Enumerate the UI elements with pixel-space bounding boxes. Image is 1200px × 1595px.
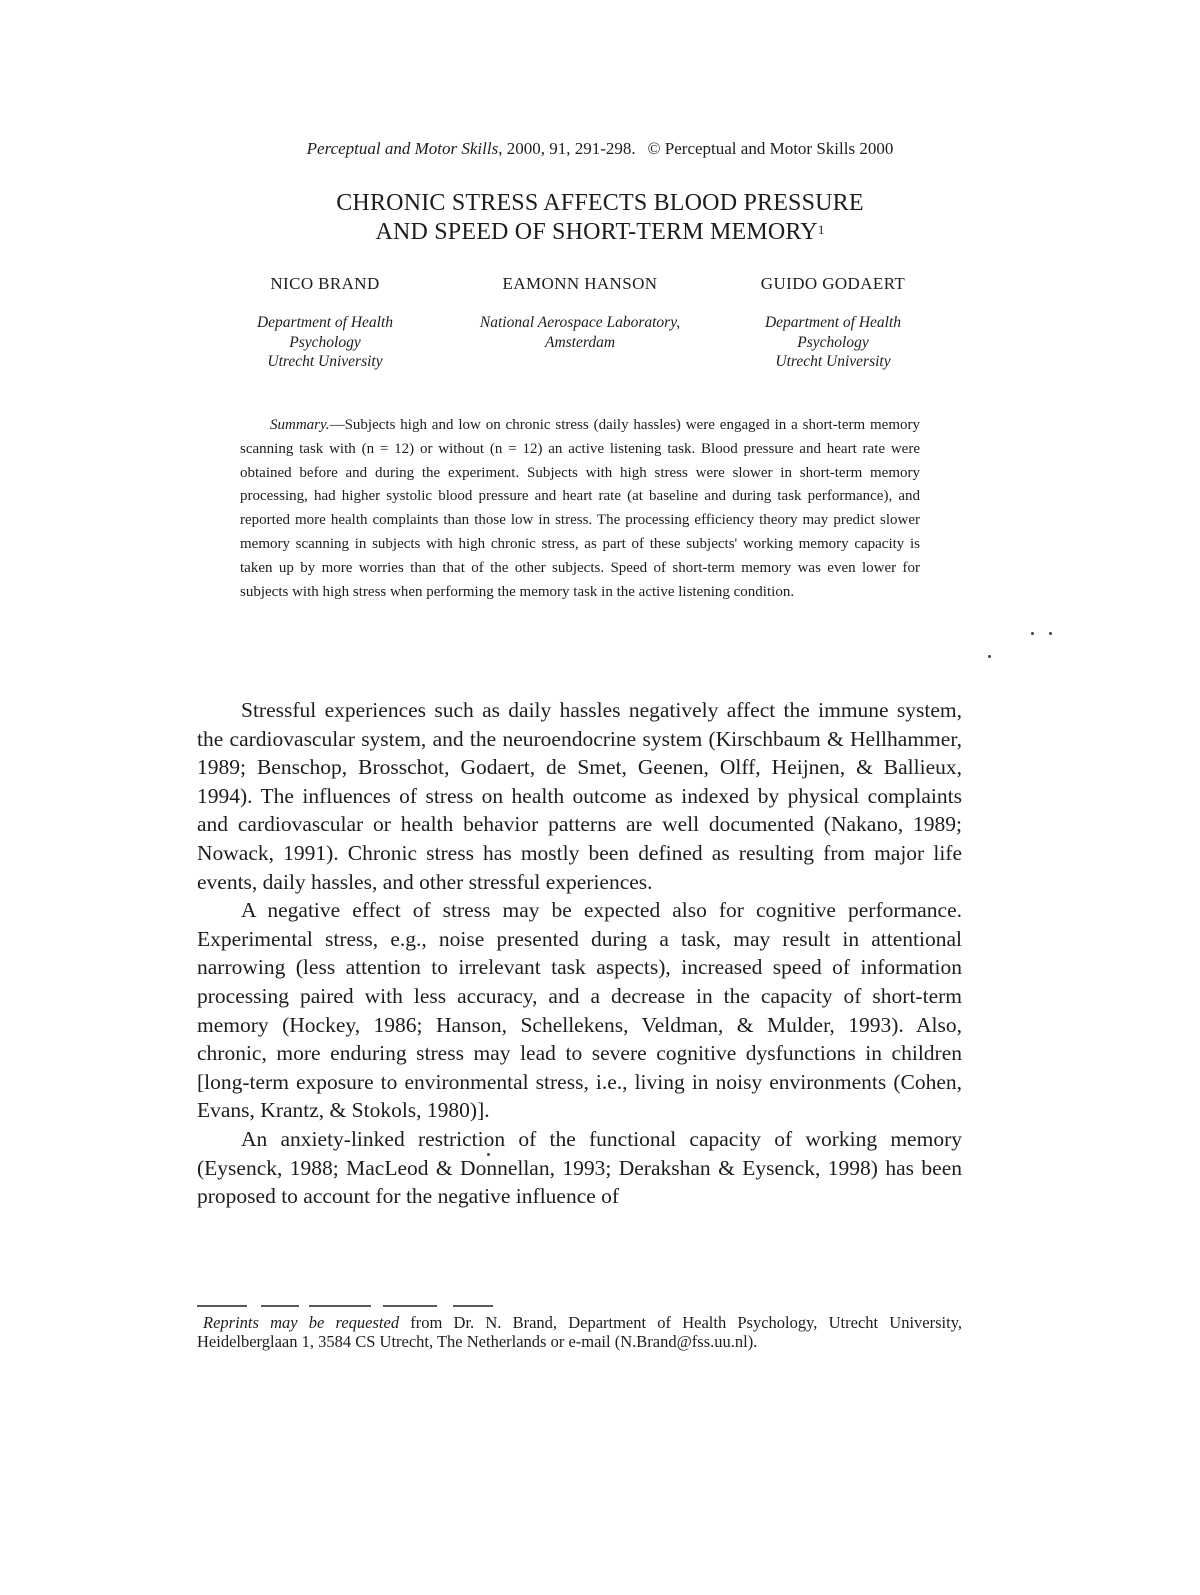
footnote-label: Reprints may be requested (203, 1313, 400, 1332)
scan-speck (1031, 632, 1034, 635)
author-block (0, 273, 1200, 373)
author-affiliation (210, 313, 440, 372)
author-2 (455, 273, 705, 352)
scan-speck (1049, 632, 1052, 635)
affiliation-line: Department of Health (256, 314, 394, 331)
author-name: EAMONN HANSON (502, 274, 658, 293)
footnote-divider (197, 1303, 517, 1309)
author-name: NICO BRAND (270, 274, 380, 293)
article-title-line-2 (0, 218, 1200, 247)
title-footnote-marker: 1 (817, 222, 825, 237)
summary-label: Summary. (270, 417, 330, 433)
affiliation-line: Utrecht University (775, 353, 891, 370)
author-3 (718, 273, 948, 372)
affiliation-line: Utrecht University (267, 353, 383, 370)
affiliation-line: Department of Health (764, 314, 902, 331)
journal-copyright: © Perceptual and Motor Skills 2000 (647, 139, 894, 158)
affiliation-line: Amsterdam (544, 333, 616, 351)
affiliation-line: National Aerospace Laboratory, (479, 314, 681, 331)
author-1 (210, 273, 440, 372)
journal-name: Perceptual and Motor Skills (306, 139, 499, 158)
author-affiliation (718, 313, 948, 372)
body-paragraph-2: A negative effect of stress may be expected also for cognitive performance. Experimental stress, e.g., noise presented during a task, may result in attentional narrowing (less attention to irrelevant task aspects), increased speed of information processing paired with less accuracy, and a decrease in the capacity of short-term memory (Hockey, 1986; Hanson, Schellekens, Veldman, & Mulder, 1993). Also, chronic, more enduring stress may lead to severe cognitive dysfunctions in children [long-term exposure to environmental stress, i.e., living in noisy environments (Cohen, Evans, Krantz, & Stokols, 1980)]. (197, 898, 962, 1123)
abstract-summary (240, 414, 920, 604)
article-title-line-2-text: AND SPEED OF SHORT-TERM MEMORY (375, 219, 818, 245)
footnote-text: from Dr. N. Brand, Department of Health Psychology, Utrecht University, Heidelberglaan 1, 3584 CS Utrecht, The Netherlands or e-mail (N.Brand@fss.uu.nl). (197, 1313, 962, 1351)
article-body (197, 696, 962, 1211)
body-paragraph-3: An anxiety-linked restriction of the functional capacity of working memory (Eysenck, 1988; MacLeod & Donnellan, 1993; Derakshan & Eysenck, 1998) has been proposed to account for the negative influence of (197, 1126, 962, 1209)
journal-header (0, 138, 1200, 160)
article-title-line-1: CHRONIC STRESS AFFECTS BLOOD PRESSURE (336, 190, 864, 216)
body-paragraph-1: Stressful experiences such as daily hassles negatively affect the immune system, the cardiovascular system, and the neuroendocrine system (Kirschbaum & Hellhammer, 1989; Benschop, Brosschot, Godaert, de Smet, Geenen, Olff, Heijnen, & Ballieux, 1994). The influences of stress on health outcome as indexed by physical complaints and cardiovascular or health behavior patterns are well documented (Nakano, 1989; Nowack, 1991). Chronic stress has mostly been defined as resulting from major life events, daily hassles, and other stressful experiences. (197, 698, 962, 894)
author-affiliation (455, 313, 705, 352)
scan-speck (487, 1153, 490, 1156)
affiliation-line: Psychology (289, 333, 361, 351)
author-name: GUIDO GODAERT (760, 274, 906, 293)
affiliation-line: Psychology (797, 333, 869, 351)
summary-text: —Subjects high and low on chronic stress (daily hassles) were engaged in a short-term memory scanning task with (n = 12) or without (n = 12) an active listening task. Blood pressure and heart rate were obtained before and during the experiment. Subjects with high stress were slower in short-term memory processing, had higher systolic blood pressure and heart rate (at baseline and during task performance), and reported more health complaints than those low in stress. The processing efficiency theory may predict slower memory scanning in subjects with high chronic stress, as part of these subjects' working memory capacity is taken up by more worries than that of the other subjects. Speed of short-term memory was even lower for subjects with high stress when performing the memory task in the active listening condition. (240, 417, 920, 600)
scan-speck (988, 655, 991, 658)
journal-citation: , 2000, 91, 291-298. (498, 139, 636, 158)
footnote (197, 1314, 962, 1351)
article-title (0, 189, 1200, 247)
